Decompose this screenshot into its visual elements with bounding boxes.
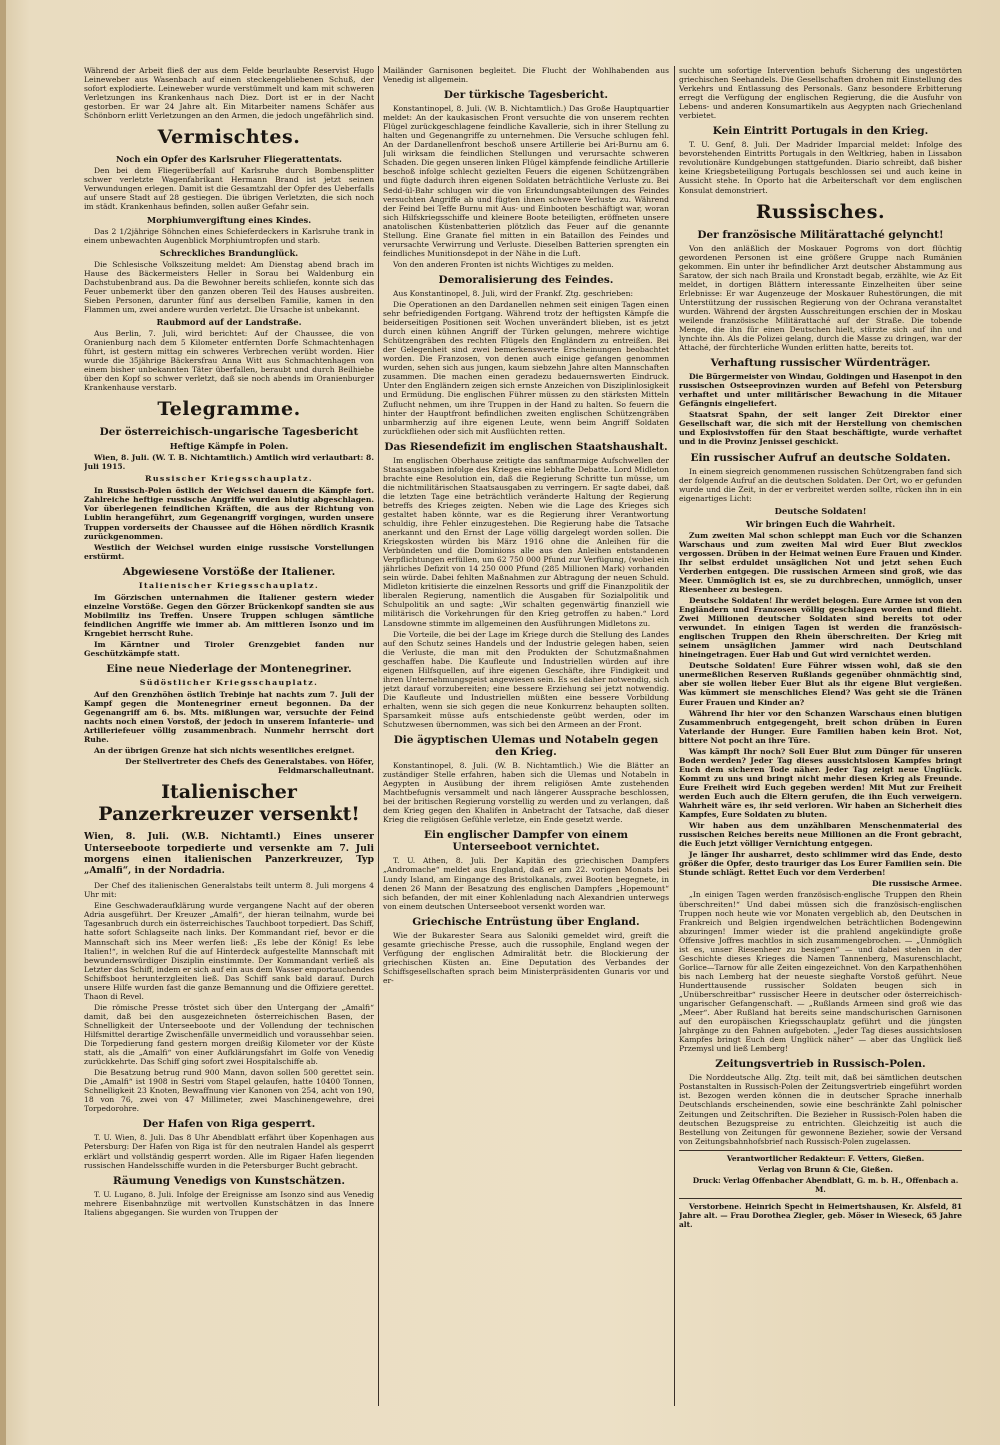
article-paragraph: Die Vorteile, die bei der Lage im Kriege durch die Stellung des Landes auf den Schutz seines Handels und der Industrie gelegen haben, seien die Verluste, die man mit den Produkten der Schutzmaßnahmen geschaffen habe. Die Kaufleute und Industriellen würden auf ihre eigenen Hilfsquellen, auf ihre eigenen Geschäfte, ihre Findigkeit und ihren Unternehmungsgeist angewiesen sein. Es sei daher notwendig, sich jetzt darauf vorzubereiten; eine bessere Erziehung sei jetzt notwendig. Die Kaufleute und Industriellen müßten eine bessere Vorbildung erhalten, wenn sie sich gegen die neue Konkurrenz behaupten sollten. Sparsamkeit müsse aufs entschiedenste geübt werden, oder im Schutzwesen übernommen, was sich bei den Armeen an der Front. [383,629,669,730]
obituary-notice: Verstorbene. Heinrich Specht in Heimertshausen, Kr. Alsfeld, 81 Jahre alt. — Frau Dorothea Ziegler, geb. Möser in Wieseck, 65 Jahre alt. [679,1201,962,1229]
page-edge-shadow [0,0,6,1445]
article-paragraph: T. U. Wien, 8. Juli. Das 8 Uhr Abendblatt erfährt über Kopenhagen aus Petersburg: Der Hafen von Riga ist für den neutralen Handel als gesperrt erklärt und vollständig gesperrt worden. Alle im Rigaer Hafen liegenden russischen Handelsschiffe wurden in die Petersburger Bucht gebracht. [84,1133,374,1170]
proclamation-paragraph: Deutsche Soldaten! Eure Führer wissen wohl, daß sie den unermeßlichen Reserven Rußlands gegenüber ohnmächtig sind, aber sie wollen lieber Euer Blut als ihr eigene Blut vergießen. Was kümmert sie menschliches Elend? Was geht sie die Tränen Eurer Frauen und Kinder an? [679,661,962,707]
article-heading: Der französische Militärattaché gelyncht! [697,228,944,241]
article-heading: Noch ein Opfer des Karlsruher Fliegerattentats. [116,154,342,165]
proclamation-signature: Die russische Armee. [871,879,962,889]
lead-paragraph: Wien, 8. Juli. (W.B. Nichtamtl.) Eines unserer Unterseeboote torpedierte und versenkte am 7. Juli morgens einen italienischen Panzerkreuzer, Typ „Amalfi“, in der Nordadria. [84,831,374,877]
article-heading: Griechische Entrüstung über England. [412,915,640,928]
article-paragraph: T. U. Athen, 8. Juli. Der Kapitän des griechischen Dampfers „Andromache“ meldet aus England, daß er am 22. vorigen Monats bei Lundy Island, am Eingange des Bristolkanals, zwei Booten begegnete, in denen 26 Mann der Besatzung des englischen Dampfers „Hopemount“ sich befanden, der mit einer Kohlenladung nach Alexandrien unterwegs von einem deutschen Unterseeboot versenkt worden war. [383,856,669,911]
article-heading: Morphiumvergiftung eines Kindes. [146,214,312,225]
imprint-printer: Druck: Verlag Offenbacher Abendblatt, G. m. b. H., Offenbach a. M. [692,1175,959,1194]
article-heading: Verhaftung russischer Würdenträger. [710,357,931,370]
article-paragraph: Aus Konstantinopel, 8. Juli, wird der Frankf. Ztg. geschrieben: [393,288,634,298]
article-paragraph: In Russisch-Polen östlich der Weichsel dauern die Kämpfe fort. Zahlreiche heftige russische Angriffe wurden blutig abgeschlagen. Vor überlegenen feindlichen Kräften, die aus der Richtung von Lublin herangeführt, zum Gegenangriff vorgingen, wurden unsere Truppen vorderseits der Chaussee auf die Höhen nördlich Krasnik zurückgenommen. [84,486,374,541]
article-paragraph: Staatsrat Spahn, der seit langer Zeit Direktor einer Gesellschaft war, die sich mit der Herstellung von chemischen und Explosivstoffen für den Staat beschäftigte, wurde verhaftet und in die Provinz Jenissei geschickt. [679,410,962,447]
article-heading: Ein russischer Aufruf an deutsche Soldaten. [690,451,951,464]
article-heading: Eine neue Niederlage der Montenegriner. [106,663,352,676]
article-paragraph: Westlich der Weichsel wurden einige russische Vorstellungen erstürmt. [84,542,374,561]
article-paragraph: Eine Geschwaderaufklärung wurde vergangene Nacht auf der oberen Adria ausgeführt. Der Kreuzer „Amalfi“, der hieran teilnahm, wurde bei Tagesanbruch durch ein österreichisches Tauchboot torpediert. Das Schiff, hatte sofort Schlagseite nach links. Der Kommandant rief, bevor er die Mannschaft sich ins Meer werfen ließ: „Es lebe der König! Es lebe Italien!“, in welchen Ruf die auf Hinterdeck aufgestellte Mannschaft mit bewundernswürdiger Disziplin einstimmte. Der Kommandant verließ als Letzter das Schiff, indem er sich auf ein aus dem Wasser emportauchendes Schiffsboot herunterzgleiten ließ. Das Schiff sank bald darauf. Durch unsere Hilfe wurden fast die ganze Bemannung und die Offiziere gerettet. Thaon di Revel. [84,901,374,1001]
proclamation-paragraph: Deutsche Soldaten! Ihr werdet belogen. Eure Armee ist von den Engländern und Franzosen völlig geschlagen worden und flieht. Zwei Millionen deutscher Soldaten sind bereits tot oder verwundet. In einigen Tagen ist werden die französisch-englischen Truppen den Rhein überschreiten. Der Krieg mit seinem unsäglichen Jammer wird nach Deutschland hineingetragen. Euer Hab und Gut wird vernichtet werden. [679,596,962,660]
article-paragraph: Der Chef des italienischen Generalstabs teilt unterm 8. Juli morgens 4 Uhr mit: [84,881,374,900]
article-paragraph: In einem siegreich genommenen russischen Schützengraben fand sich der folgende Aufruf an die deutschen Soldaten. Der Ort, wo er gefunden wurde und die Zeit, in der er verbreitet werden sollte, rücken ihn in ein eigenartiges Licht: [679,466,962,503]
column-1 [84,66,374,1406]
proclamation-paragraph: Wir haben aus dem unzählbaren Menschenmaterial des russischen Reiches bereits neue Millionen an die Front gebracht, die Euch jetzt völliger Vernichtung entgegen. [679,821,962,849]
article-paragraph: Von den anderen Fronten ist nichts Wichtiges zu melden. [393,259,614,269]
section-heading: Russisches. [755,200,886,223]
proclamation-paragraph: Was kämpft Ihr noch? Soll Euer Blut zum Dünger für unseren Boden werden? Jeder Tag dieses aussichtslosen Kampfes bringt Euch dem sicheren Tode näher. Jeder Tag zeigt neue Unglück. Kommt zu uns und bringt nicht mehr diesen Krieg als Freunde. Eure Freiheit wird Euch gegeben werden! Mit Mut zur Freiheit werden Euch auch die Eltern gerufen, die ihn Euch verweigern. Wahrheit wäre es, ihr seid verloren. Wir haben an Sicherheit dies Kampfes, Eure Soldaten zu bluten. [679,746,962,820]
signature-line: Der Stellvertreter des Chefs des Generalstabes. von Höfer, Feldmarschalleutnant. [125,757,374,776]
article-paragraph: Die Norddeutsche Allg. Ztg. teilt mit, daß bei sämtlichen deutschen Postanstalten in Russisch-Polen der Zeitungsvertrieb eingeführt worden ist. Bezogen werden können die in deutscher Sprache innerhalb Deutschlands erscheinenden, sowie eine beschränkte Zahl polnischer Zeitungen und Zeitschriften. Die Bezieher in Russisch-Polen haben die deutschen Bezugspreise zu entrichten. Gleichzeitig ist auch die Bestellung von Zeitungen für gewonnene Bezieher, sowie der Versand von Zeitungsbahnhofsbrief nach Russisch-Polen zugelassen. [679,1073,962,1146]
article-paragraph: Konstantinopel, 8. Juli. (W. B. Nichtamtlich.) Wie die Blätter an zuständiger Stelle erfahren, haben sich die Ulemas und Notabeln in Aegypten in Ausübung der ihrem religiösen Amte zustehenden Machtbefugnis versammelt und nach längerer Aussprache beschlossen, bei der britischen Regierung vorstellig zu werden und zu verlangen, daß dem Krieg gegen den Khalifen in Anbetracht der Tatsache, daß dieser Krieg die religiösen Gefühle verletze, ein Ende gesetzt werde. [383,761,669,825]
article-paragraph: Während der Arbeit fließ der aus dem Felde beurlaubte Reservist Hugo Leineweber aus Wasenbach auf einen steckengebliebenen Schuß, der sofort explodierte. Leineweber wurde verstümmelt und kam mit schweren Verletzungen ins Krankenhaus nach Diez. Dort ist er in der Nacht gestorben. Er war 24 Jahre alt. Ein Mitarbeiter namens Schäfer aus Schönborn erlitt Verletzungen an den Armen, die jedoch ungefährlich sind. [84,66,374,121]
imprint-publisher: Verlag von Brunn & Cie, Gießen. [758,1164,893,1174]
article-heading: Der österreichisch-ungarische Tagesbericht [99,426,359,439]
theater-heading: Südöstlicher Kriegsschauplatz. [139,678,319,688]
theater-heading: Italienischer Kriegsschauplatz. [138,580,320,590]
section-heading: Telegramme. [157,398,301,421]
article-heading: Zeitungsvertrieb in Russisch-Polen. [715,1058,926,1071]
article-heading: Schreckliches Brandunglück. [159,247,299,258]
article-paragraph: Auf den Grenzhöhen östlich Trebinje hat nachts zum 7. Juli der Kampf gegen die Montenegriner erneut begonnen. Da der Gegenangriff am 6. bs. Mts. mißlungen war, versuchte der Feind nachts noch einen Vorstoß, der jedoch in unserem Infanterie- und Artilleriefeuer völlig zusammenbrach. Nunmehr herrscht dort Ruhe. [84,690,374,745]
article-paragraph: Die Bürgermeister von Windau, Goldingen und Hasenpot in den russischen Ostseeprovinzen wurden auf Befehl von Petersburg verhaftet und unter militärischer Bewachung in die Mitauer Gefängnis eingeliefert. [679,372,962,409]
article-paragraph: Im Kärntner und Tiroler Grenzgebiet fanden nur Geschützkämpfe statt. [84,639,374,658]
article-paragraph: Das 2 1/2jährige Söhnchen eines Schieferdeckers in Karlsruhe trank in einem unbewachten Augenblick Morphiumtropfen und starb. [84,226,374,245]
article-heading: Der türkische Tagesbericht. [443,89,609,102]
article-paragraph: Im Görzischen unternahmen die Italiener gestern wieder einzelne Vorstöße. Gegen den Görzer Brückenkopf sandten sie aus Mobilmiliz ins Treffen. Unsere Truppen schlugen sämtliche feindlichen Angriffe wie immer ab. Am mittleren Isonzo und im Krngebiet herrscht Ruhe. [84,592,374,638]
article-paragraph: Mailänder Garnisonen begleitet. Die Flucht der Wohlhabenden aus Venedig ist allgemein. [383,66,669,85]
article-subheading: Heftige Kämpfe in Polen. [169,441,289,452]
article-paragraph: Den bei dem Fliegerüberfall auf Karlsruhe durch Bombensplitter schwer verletzte Wagenfabrikant Hermann Brand ist jetzt seinen Verwundungen erlegen. Damit ist die Gesamtzahl der Opfer des Ueberfalls auf unsere Stadt auf 28 gestiegen. Die übrigen Verletzten, die sich noch im städt. Krankenhaus befinden, sollen außer Gefahr sein. [84,166,374,212]
section-heading: Vermischtes. [157,126,301,149]
article-paragraph: T. U. Lugano, 8. Juli. Infolge der Ereignisse am Isonzo sind aus Venedig mehrere Eisenbahnzüge mit wertvollen Kunstschätzen in das Innere Italiens abgegangen. Sie wurden von Truppen der [84,1189,374,1217]
proclamation-paragraph: Während Ihr hier vor den Schanzen Warschaus einen blutigen Zusammenbruch entgegengeht, breit schon drüben in Euren Vaterlande der Hunger. Eure Familien haben kein Brot. Not, bittere Not pocht an ihre Türe. [679,708,962,745]
article-paragraph: T. U. Genf, 8. Juli. Der Madrider Imparcial meldet: Infolge des bevorstehenden Eintritts Portugals in den Weltkrieg, haben in Lissabon revolutionäre Kundgebungen stattgefunden. Diario schreibt, daß bisher keine Kriegsbeteiligung Portugals beschlossen sei und auch keine in Aussicht stehe. In Oporto hat die Arbeiterschaft vor dem englischen Konsulat demonstriert. [679,140,962,195]
article-paragraph: Wien, 8. Juli. (W. T. B. Nichtamtlich.) Amtlich wird verlautbart: 8. Juli 1915. [84,453,374,472]
article-paragraph: Im englischen Oberhause zeitigte das sanftmarmige Aufschwellen der Staatsausgaben infolge des Krieges eine lebhafte Debatte. Lord Midleton brachte eine Resolution ein, daß die Regierung Schritte tun müsse, um die nichtmilitärischen Staatsausgaben zu verringern. Er sagte dabei, daß die letzten Tage eine beträchtlich veränderte Haltung der Regierung betreffs des Krieges zeigten. Neben wie die Lage des Krieges sich gestaltet haben könnte, war es die Regierung ihrer Verantwortung schuldig, ihre Fehler einzugestehen. Die Regierung habe die Tatsache anerkannt und den Ernst der Lage völlig dargelegt worden sollen. Die Kriegskosten würden bis März 1916 ohne die Anleihen für die Verbündeten und die Dominions alle aus den Anleihen entstandenen Verpflichtungen erfüllen, um 62 750 000 Pfund zur Verfügung, (wobei ein jährliches Defizit von 14 250 000 Pfund (285 Millionen Mark) vorhanden sein würde. Dabei fehlten Maßnahmen zur Abtragung der neuen Schuld. Midleton kritisierte die einzelnen Ressorts und griff die Finanzpolitik der liberalen Regierung, namentlich die Ausgaben für Sozialpolitik und Schulpolitik an und sagte: „Wir schalten gegenwärtig finanziell wie militärisch die Vorkehrungen für den Krieg getroffen zu haben.“ Lord Lansdowne stimmte im allgemeinen den Ausführungen Midletons zu. [383,455,669,628]
article-paragraph: „In einigen Tagen werden französisch-englische Truppen den Rhein überschreiten!“ Und dabei müssen sich die französisch-englischen Truppen noch heute wie vor Monaten vergeblich ab, den Deutschen in Frankreich und Belgien irgendwelchen beträchtlichen Bodengewinn abzuringen! Immer wieder ist die prahlend angekündigte große Offensive Joffres machtlos in sich zusammengebrochen. — „Unmöglich ist es, unser Riesenheer zu besiegen“ — und dabei stehen in der Geschichte dieses Krieges die Namen Tannenberg, Masurenschlacht, Gorlice—Tarnow für alle Zeiten eingezeichnet. Von den Karpathenhöhen bis nach Lemberg hat der neueste sieghafte Vorstoß geführt. Neue Hunderttausende russischer Soldaten beugen sich in „Unüberschreitbar“ russischer Heere in deutscher oder österreichisch-ungarischer Gefangenschaft. — „Rußlands Armeen sind groß wie das „Meer“. Aber Rußland hat bereits seine mandschurischen Garnisonen auf den europäischen Kriegsschauplatz geführt und die jüngsten Jahrgänge zu den Fahnen aufgeboten. „Jeder Tag dieses aussichtslosen Kampfes bringt Euch dem Unglück näher“ — aber das Unglück ließ Przemysl und ließ Lemberg! [679,890,962,1054]
article-heading: Raubmord auf der Landstraße. [156,316,302,327]
article-paragraph: Die römische Presse tröstet sich über den Untergang der „Amalfi“ damit, daß bei den ausgezeichneten österreichischen Basen, der Schnelligkeit der Unterseeboote und der Vollendung der technischen Hilfsmittel derartige Zwischenfälle unvermeidlich und voraussehbar seien. Die Torpedierung fand gestern morgen dreißig Kilometer vor der Küste statt, als die „Amalfi“ von einer Aufklärungsfahrt im Golfe von Venedig zurückkehrte. Das Schiff ging sofort zwei Hospitalschiffe ab. [84,1002,374,1067]
headline: Italienischer Panzerkreuzer versenkt! [98,781,360,826]
article-paragraph: Die Besatzung betrug rund 900 Mann, davon sollen 500 gerettet sein. Die „Amalfi“ ist 1908 in Sestri vom Stapel gelaufen, hatte 10400 Tonnen, Schnelligkeit 23 Knoten, Bewaffnung vier Kanonen von 254, acht von 190, 18 von 76, zwei von 47 Millimeter, zwei Maschinengewehre, drei Torpedorohre. [84,1068,374,1114]
article-heading: Räumung Venedigs von Kunstschätzen. [112,1174,346,1187]
article-heading: Abgewiesene Vorstöße der Italiener. [122,565,336,578]
article-heading: Der Hafen von Riga gesperrt. [142,1118,316,1131]
article-heading: Das Riesendefizit im englischen Staatshaushalt. [384,440,668,453]
proclamation-subheading: Wir bringen Euch die Wahrheit. [745,518,896,529]
article-paragraph: Aus Berlin, 7. Juli, wird berichtet: Auf der Chaussee, die von Oranienburg nach dem 5 Kilometer entfernten Dorfe Schmachtenhagen führt, ist gestern mittag ein schweres Verbrechen verübt worden. Hier wurde die 35jährige Bäckersfrau Anna Witt aus Schmachtenhagen von einem bisher unbekannten Täter überfallen, beraubt und durch Beilhiebe über den Kopf so schwer verletzt, daß sie noch abends im Oranienburger Krankenhause verstarb. [84,328,374,393]
proclamation-paragraph: Je länger Ihr ausharret, desto schlimmer wird das Ende, desto größer die Opfer, desto trauriger das Los Eurer Familien sein. Die Stunde schlägt. Rettet Euch vor dem Verderben! [679,850,962,878]
article-paragraph: Von den anläßlich der Moskauer Pogroms von dort flüchtig gewordenen Personen ist eine größere Gruppe nach Rumänien gekommen. Ein unter ihr befindlicher Arzt deutscher Abstammung aus Saratow, der sich nach Braila und Kronstadt begab, erzählte, wie Az Eit meldet, in dortigen Blättern interessante Einzelheiten über seine Erlebnisse: Er war Augenzeuge der Moskauer Ruhestörungen, die mit Unterstützung der russischen Regierung von der Ochrana veranstaltet wurden. Während der ärgsten Ausschreitungen erschien der in Moskau weilende französische Militärattaché auf der Straße. Die tobende Menge, die ihn für einen Deutschen hielt, stürzte sich auf ihn und lynchte ihn. Als die Polizei gelang, durch die Masse zu dringen, war der Attaché, der fürchterliche Wunden erlitten hatte, bereits tot. [679,243,962,353]
article-paragraph: Die Operationen an den Dardanellen nehmen seit einigen Tagen einen sehr befriedigenden Fortgang. Während trotz der heftigsten Kämpfe die beiderseitigen Positionen seit Wochen unverändert blieben, ist es jetzt durch einen kühnen Angriff der Türken gelungen, mehrere wichtige Schützengräben des rechten Flügels den Engländern zu entreißen. Bei der Gelegenheit sind zwei bemerkenswerte Erscheinungen beobachtet worden. Die Franzosen, von denen auch einige gefangen genommen wurden, sehen sich aus jungen, kaum siebzehn Jahre alten Mannschaften zusammen. Die machen einen geradezu bedauernswerten Eindruck. Unter den Engländern zeigen sich ernste Anzeichen von Disziplinlosigkeit und Ermüdung. Die englischen Führer müssen zu den stärksten Mitteln Zuflucht nehmen, um ihre Truppen in der Hand zu halten. So feuern die hinter der Hauptfront befindlichen zweiten englischen Schützengräben unbarmherzig auf ihre eigenen Leute, wenn beim Angriff Soldaten zurückfliehen oder sich mit Ausflüchten retten. [383,299,669,436]
article-paragraph: Konstantinopel, 8. Juli. (W. B. Nichtamtlich.) Das Große Hauptquartier meldet: An der kaukasischen Front versuchte die von unserem rechten Flügel zurückgeschlagene feindliche Kavallerie, sich in ihrer Stellung zu halten und Gegenangriffe zu unternehmen. Die Versuche schlugen fehl. An der Dardanellenfront beschoß unsere Artillerie bei Ari-Burnu am 6. Juli wirksam die feindlichen Stellungen und verursachte schweren Schaden. Die gegen unseren linken Flügel kämpfende feindliche Artillerie beschoß infolge schlecht gezielten Feuers die eigenen Schützengräben und fügte dadurch ihren eigenen Soldaten beträchtliche Verluste zu. Bei Sedd-ül-Bahr schlugen wir die von Erkundungsabteilungen des Feindes versuchten Angriffe ab und fügten ihnen schwere Verluste zu. Während der Feind bei Teffe Burnu mit Aus- und Einbooten beschäftigt war, woran sich Hilfskriegsschiffe und kleinere Boote beteiligten, eröffneten unsere anatolischen Küstenbatterien plötzlich das Feuer auf die genannte Stellung. Eine Granate fiel mitten in ein Bataillon des Feindes und verursachte Verwirrung und Verluste. Dieselben Batterien sprengten ein feindliches Munitionsdepot in der Nähe in die Luft. [383,104,669,258]
column-3 [679,66,962,1406]
article-paragraph: Wie der Bukarester Seara aus Saloniki gemeldet wird, greift die gesamte griechische Presse, auch die russophile, England wegen der Verfügung der englischen Admiralität betr. die Blockierung der griechischen Küsten an. Eine Deputation des Verbandes der Schiffsgesellschaften sprach beim Ministerpräsidenten Gunaris vor und er- [383,930,669,985]
proclamation-heading: Deutsche Soldaten! [774,505,867,516]
imprint-editor: Verantwortlicher Redakteur: F. Vetters, Gießen. [726,1153,925,1163]
article-heading: Die ägyptischen Ulemas und Notabeln gegen den Krieg. [393,734,659,759]
article-paragraph: Die Schlesische Volkszeitung meldet: Am Dienstag abend brach im Hause des Bäckermeisters Heller in Sorau bei Waldenburg ein Dachstubenbrand aus. Da die Bewohner bereits schliefen, konnte sich das Feuer unbemerkt über den ganzen oberen Teil des Hauses ausbreiten. Sieben Personen, darunter fünf aus derselben Familie, kamen in den Flammen um, zwei andere wurden verletzt. Die Ursache ist unbekannt. [84,259,374,314]
theater-heading: Russischer Kriegsschauplatz. [144,474,314,484]
article-paragraph: suchte um sofortige Intervention behufs Sicherung des ungestörten griechischen Seehandels. Die Gesellschaften drohen mit Einstellung des Verkehrs und Entlassung des Personals. Ganz besondere Erbitterung erregt die Verfügung der englischen Regierung, die die Ausfuhr von Lebens- und anderen Konsumartikeln aus Aegypten nach Griechenland verbietet. [679,66,962,121]
article-heading: Demoralisierung des Feindes. [438,273,614,286]
column-rule [378,66,379,1406]
divider [679,1198,962,1199]
article-heading: Kein Eintritt Portugals in den Krieg. [712,125,929,138]
divider [679,1150,962,1151]
column-rule [674,66,675,1406]
article-paragraph: An der übrigen Grenze hat sich nichts wesentliches ereignet. [94,746,355,756]
proclamation-paragraph: Zum zweiten Mal schon schleppt man Euch vor die Schanzen Warschaus und zum zweiten Mal wird Euer Blut zwecklos vergossen. Drüben in der Heimat weinen Eure Frauen und Kinder. Ihr selbst erduldet unsäglichen Not und jetzt sehen Euch Verderben entgegen. Die russischen Armeen sind groß, wie das Meer. Ummöglich ist es, sie zu durchbrechen, unmöglich, unser Riesenheer zu besiegen. [679,530,962,594]
article-heading: Ein englischer Dampfer von einem Unterseeboot vernichtet. [424,829,628,854]
column-2 [383,66,669,1406]
